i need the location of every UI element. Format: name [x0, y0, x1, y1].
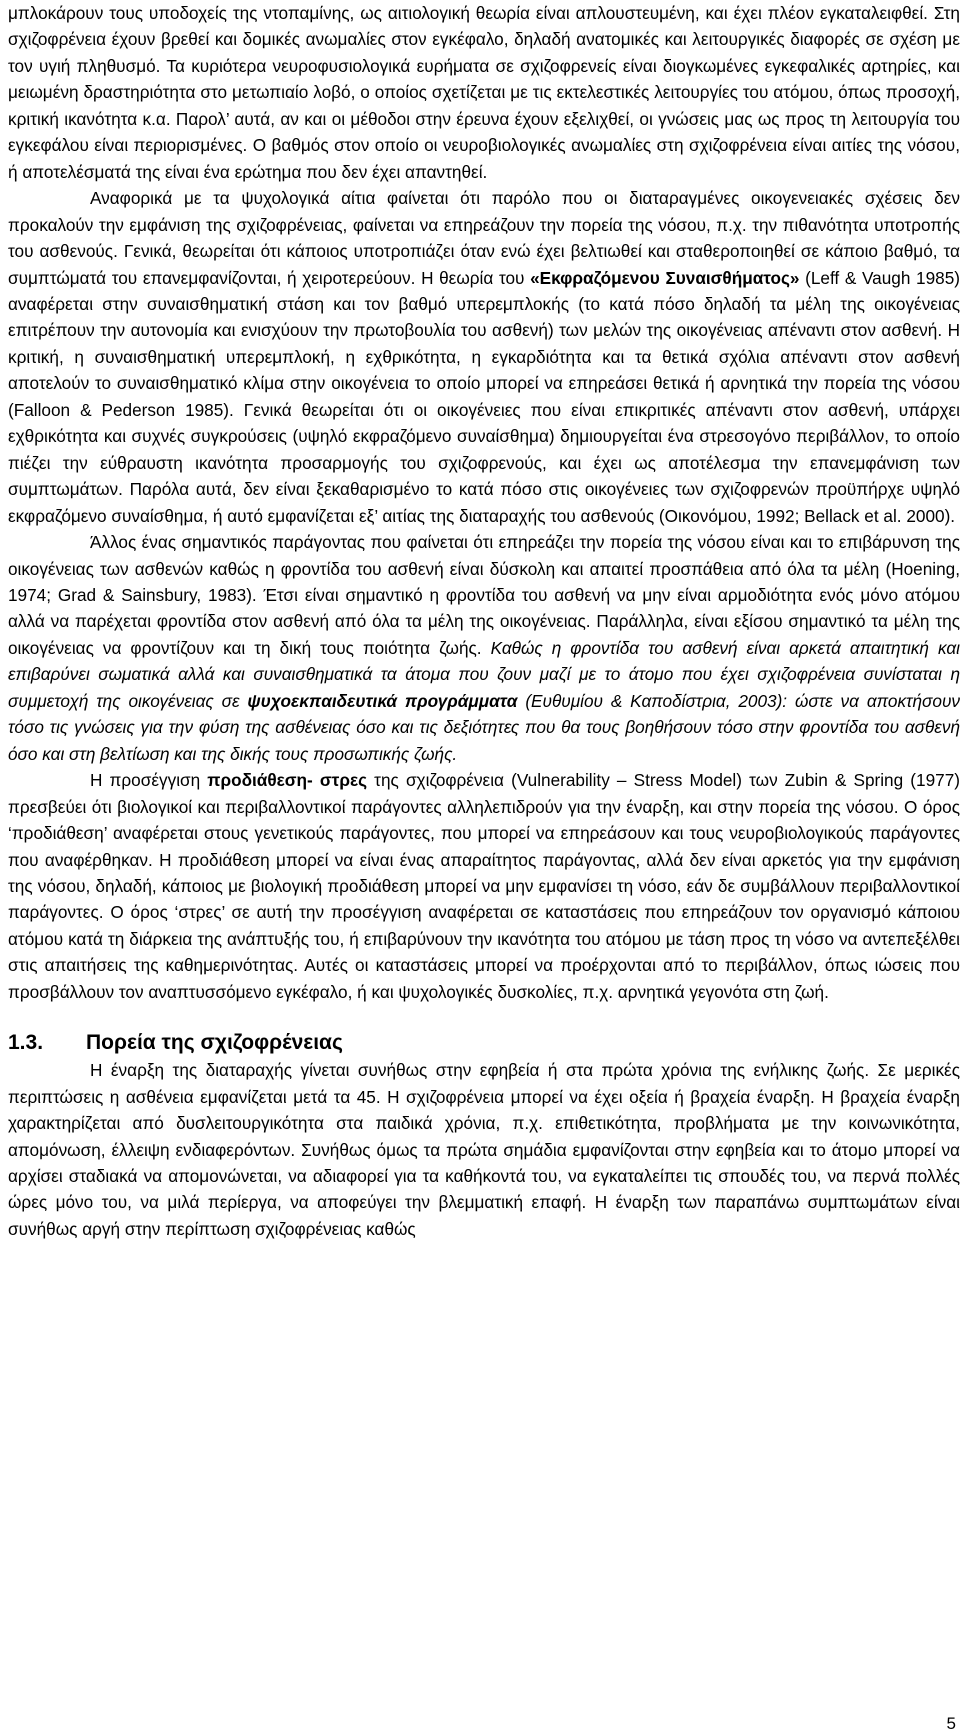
document-page — [8, 0, 960, 1242]
italic-text: Καθώς η φροντίδα του ασθενή είναι αρκετά απαιτητική και επιβαρύνει σωματικά αλλά και συναισθηματικά τα άτομα που ζουν μαζί με το άτομο που έχει σχιζοφρένεια συνίσταται η συμμετοχή της οικογένειας σε — [8, 637, 960, 711]
bold-term-vulnerability-stress: προδιάθεση- στρες — [207, 770, 368, 791]
paragraph-text: (Leff & Vaugh 1985) αναφέρεται στην συναισθηματική στάση και τον βαθμό υπερεμπλοκής (το κατά πόσο δηλαδή τα μέλη της οικογένειας επιτρέπουν την αυτονομία και ενισχύουν την πρωτοβουλία του ασθενή) των μελών της οικογένειας απέναντι στον ασθενή. Η κριτική, η συναισθηματική υπερεμπλοκή, η εχθρικότητα, η εγκαρδιότητα και τα θετικά σχόλια απέναντι στον ασθενή αποτελούν το συναισθηματικό κλίμα στην οικογένεια το οποίο μπορεί να επηρεάσει θετικά ή αρνητικά την πορεία της νόσου (Falloon & Pederson 1985). Γενικά θεωρείται ότι οι οικογένειες που είναι επικριτικές απέναντι στον ασθενή, υπάρχει εχθρικότητα και συχνές συγκρούσεις (υψηλό εκφραζόμενο συναίσθημα) δημιουργείται ένα στρεσογόνο περιβάλλον, το οποίο πιέζει την εύθραυστη ικανότητα προσαρμογής του σχιζοφρενούς, και έχει ως αποτέλεσμα την επανεμφάνιση των συμπτωμάτων. Παρόλα αυτά, δεν είναι ξεκαθαρισμένο το κατά πόσο στις οικογένειες των σχιζοφρενών προϋπήρχε υψηλό εκφραζόμενο συναίσθημα, ή αυτό εμφανίζεται εξ’ αιτίας της διαταραχής του ασθενούς (Οικονόμου, 1992; Bellack et al. 2000). — [8, 267, 960, 526]
paragraph-neurobiology — [8, 0, 960, 185]
section-number: 1.3. — [8, 1031, 44, 1055]
bold-term-expressed-emotion: «Εκφραζόμενου Συναισθήματος» — [530, 267, 800, 288]
paragraph-text: Η προσέγγιση — [90, 770, 208, 791]
section-title: Πορεία της σχιζοφρένειας — [86, 1031, 343, 1055]
paragraph-text: μπλοκάρουν τους υποδοχείς της ντοπαμίνης, ως αιτιολογική θεωρία είναι απλουστευμένη, και έχει πλέον εγκαταλειφθεί. Στη σχιζοφρένεια έχουν βρεθεί και δομικές ανωμαλίες στον εγκέφαλο, δηλαδή ανατομικές και λειτουργικές διαφορές σε σχέση με τον υγιή πληθυσμό. Τα κυριότερα νευροφυσιολογικά ευρήματα σε σχιζοφρενείς είναι διογκωμένες εγκεφαλικές αρτηρίες, και μειωμένη δραστηριότητα στο μετωπιαίο λοβό, ο οποίος σχετίζεται με τις εκτελεστικές λειτουργίες του ατόμου, όπως προσοχή, κριτική ικανότητα κ.α. Παρολ’ αυτά, αν και οι μέθοδοι στην έρευνα έχουν εξελιχθεί, οι γνώσεις μας ως προς τη λειτουργία του εγκεφάλου είναι περιορισμένες. Ο βαθμός στον οποίο οι νευροβιολογικές ανωμαλίες στη σχιζοφρένεια είναι αιτίες της νόσου, ή αποτελέσματά της είναι ένα ερώτημα που δεν έχει απαντηθεί. — [8, 3, 960, 182]
italic-text: (Ευθυμίου & Καποδίστρια, 2003): ώστε να αποκτήσουν τόσο τις γνώσεις για την φύση της ασθένειας όσο και τις δεξιότητες που θα τους βοηθήσουν τόσο στην φροντίδα του ασθενή όσο και στη βελτίωση και της δικής τους προσωπικής ζωής. — [8, 690, 960, 764]
paragraph-stress-vulnerability — [8, 767, 960, 1005]
paragraph-text: Αναφορικά με τα ψυχολογικά αίτια φαίνεται ότι παρόλο που οι διαταραγμένες οικογενειακές σχέσεις δεν προκαλούν την εμφάνιση της σχιζοφρένειας, φαίνεται να επηρεάζουν την πορεία της νόσου, π.χ. την πιθανότητα υποτροπής του ασθενούς. Γενικά, θεωρείται ότι κάποιος υποτροπιάζει όταν ενώ έχει βελτιωθεί και σταθεροποιηθεί σε κάποιο βαθμό, τα συμπτώματά του επανεμφανίζονται, ή χειροτερεύουν. Η θεωρία του — [8, 188, 960, 288]
paragraph-expressed-emotion — [8, 185, 960, 529]
section-heading — [8, 1029, 960, 1057]
paragraph-text: της σχιζοφρένεια (Vulnerability – Stress Model) των Zubin & Spring (1977) πρεσβεύει ότι βιολογικοί και περιβαλλοντικοί παράγοντες αλληλεπιδρούν για την έναρξη, και στην πορεία της νόσου. Ο όρος ‘προδιάθεση’ αναφέρεται στους γενετικούς παράγοντες, που μπορεί να επηρεάσουν και τους νευροβιολογικούς παράγοντες που αναφέρθηκαν. Η προδιάθεση μπορεί να είναι ένας απαραίτητος παράγοντας, αλλά δεν είναι αρκετός για την εμφάνιση της νόσου, δηλαδή, κάποιος με βιολογική προδιάθεση μπορεί να μην εμφανίσει τη νόσο, εάν δε συμβάλλουν περιβαλλοντικοί παράγοντες. Ο όρος ‘στρες’ σε αυτή την προσέγγιση αναφέρεται σε καταστάσεις που επηρεάζουν τον οργανισμό κάποιου ατόμου κατά τη διάρκεια της ανάπτυξής του, ή επιβαρύνουν την ικανότητα του ατόμου με τάση προς τη νόσο να αντεπεξέλθει στις απαιτήσεις της καθημερινότητας. Αυτές οι καταστάσεις μπορεί να προέρχονται από το περιβάλλον, όπως ιώσεις που προσβάλλουν τον αναπτυσσόμενο εγκέφαλο, ή και ψυχολογικές δυσκολίες, π.χ. αρνητικά γεγονότα στη ζωή. — [8, 770, 960, 1002]
paragraph-course-onset — [8, 1057, 960, 1242]
page-number: 5 — [946, 1714, 956, 1733]
paragraph-text: Η έναρξη της διαταραχής γίνεται συνήθως στην εφηβεία ή στα πρώτα χρόνια της ενήλικης ζωής. Σε μερικές περιπτώσεις η ασθένεια εμφανίζεται μετά τα 45. Η σχιζοφρένεια μπορεί να έχει οξεία ή βραχεία έναρξη. Η βραχεία έναρξη χαρακτηρίζεται από δυσλειτουργικότητα στα παιδικά χρόνια, π.χ. επιθετικότητα, προβλήματα με την κοινωνικότητα, απομόνωση, έλλειψη ενδιαφερόντων. Συνήθως όμως τα πρώτα σημάδια εμφανίζονται στην εφηβεία και το άτομο μπορεί να αρχίσει σταδιακά να απομονώνεται, να αδιαφορεί για τα καθήκοντά του, να εγκαταλείπει τις σπουδές του, να περνά πολλές ώρες μόνο του, να μιλά περίεργα, να αποφεύγει την βλεμματική επαφή. Η έναρξη των παραπάνω συμπτωμάτων είναι συνήθως αργή στην περίπτωση σχιζοφρένειας καθώς — [8, 1060, 960, 1239]
bold-term-psychoeducation: ψυχοεκπαιδευτικά προγράμματα — [247, 690, 518, 711]
paragraph-text: Άλλος ένας σημαντικός παράγοντας που φαίνεται ότι επηρεάζει την πορεία της νόσου είναι και το επιβάρυνση της οικογένειας των ασθενών καθώς η φροντίδα του ασθενή είναι δύσκολη και απαιτεί προσπάθεια από όλα τα μέλη (Hoening, 1974; Grad & Sainsbury, 1983). Έτσι είναι σημαντικό η φροντίδα του ασθενή να μην είναι αρμοδιότητα ενός μόνο ατόμου αλλά να παρέχεται φροντίδα στον ασθενή από όλα τα μέλη της οικογένειας. Παράλληλα, είναι εξίσου σημαντικό τα μέλη της οικογένειας να φροντίζουν και τη δική τους ποιότητα ζωής. — [8, 532, 960, 658]
paragraph-family-burden — [8, 529, 960, 767]
